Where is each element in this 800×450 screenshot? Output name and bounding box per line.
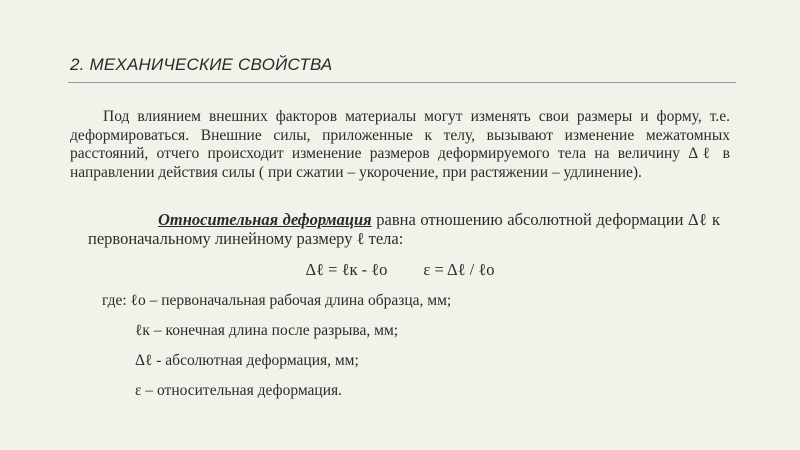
formula-absolute-deformation: Δℓ = ℓк - ℓо xyxy=(305,260,388,279)
definition-final-length: ℓк – конечная длина после разрыва, мм; xyxy=(135,322,399,339)
intro-paragraph-text: Под влиянием внешних факторов материалы могут изменять свои размеры и форму, т.е. деформироваться. Внешние силы, приложенные к телу, вызывают изменение межатомных расстояний, отчего происходит изменение размеров деформируемого тела на величину Δℓ в направлении действия силы ( при сжатии – укорочение, при растяжении – удлинение). xyxy=(70,108,730,181)
definition-paragraph xyxy=(88,210,720,248)
formula-relative-deformation: ε = Δℓ / ℓо xyxy=(423,260,495,279)
formula-line xyxy=(0,260,800,280)
definition-relative-deformation: ε – относительная деформация. xyxy=(135,382,343,399)
intro-paragraph xyxy=(70,108,730,182)
title-divider xyxy=(68,82,736,83)
definition-initial-length: где: ℓо – первоначальная рабочая длина образца, мм; xyxy=(102,292,452,309)
term-relative-deformation: Относительная деформация xyxy=(158,210,372,229)
slide-title: 2. МЕХАНИЧЕСКИЕ СВОЙСТВА xyxy=(70,55,333,74)
definition-paragraph-text: равна отношению абсолютной деформации Δℓ к первоначальному линейному размеру ℓ тела: xyxy=(88,210,720,248)
definition-absolute-deformation: Δℓ - абсолютная деформация, мм; xyxy=(135,352,359,369)
